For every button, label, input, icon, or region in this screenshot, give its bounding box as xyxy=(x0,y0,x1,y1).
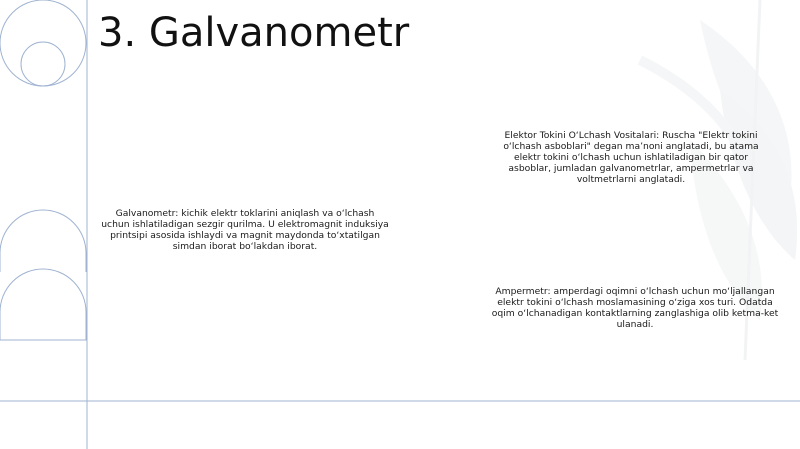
elektor-paragraph: Elektor Tokini O‘Lchash Vositalari: Ruscha "Elektr tokini o‘lchash asboblari" degan ma’noni anglatadi, bu atama elektr tokini o‘lchash uchun ishlatiladigan bir qator asboblar, jumladan galvanometrlar, ampermetrlar va voltmetrlarni anglatadi. xyxy=(503,130,759,185)
outer-circle xyxy=(0,0,86,86)
ampermetr-paragraph: Ampermetr: amperdagi oqimni o‘lchash uchun mo‘ljallangan elektr tokini o‘lchash moslamasining o‘ziga xos turi. Odatda oqim o‘lchanadigan kontaktlarning zanglashiga olib ketma-ket ulanadi. xyxy=(491,286,779,330)
slide-title: 3. Galvanometr xyxy=(98,10,410,56)
galvanometr-paragraph: Galvanometr: kichik elektr toklarini aniqlash va o‘lchash uchun ishlatiladigan sezgir qurilma. U elektromagnit induksiya printsipi asosida ishlaydi va magnit maydonda to‘xtatilgan simdan iborat bo‘lakdan iborat. xyxy=(101,208,389,252)
lower-arch xyxy=(0,269,86,340)
inner-circle xyxy=(21,42,65,86)
upper-arch xyxy=(0,210,86,272)
